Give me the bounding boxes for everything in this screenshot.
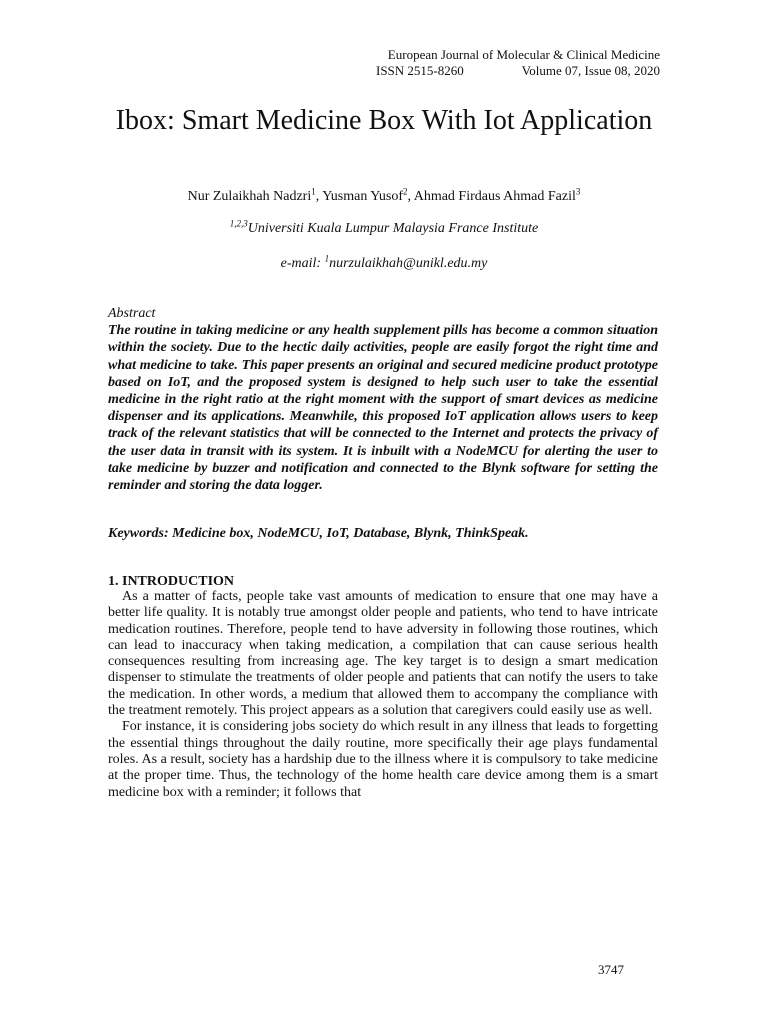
abstract bbox=[108, 305, 658, 494]
author-1: Nur Zulaikhah Nadzri$^1$, bbox=[187, 186, 323, 204]
section-heading-introduction: 1. INTRODUCTION bbox=[108, 574, 235, 589]
email-address: nurzulaikhah@unikl.edu.my bbox=[329, 256, 488, 271]
affiliation bbox=[108, 220, 660, 238]
email-prefix: e-mail: bbox=[280, 256, 325, 271]
introduction-body bbox=[108, 589, 658, 801]
issn: ISSN 2515-8260 bbox=[376, 63, 464, 78]
author-list bbox=[108, 188, 660, 206]
intro-paragraph-2: For instance, it is considering jobs society do which result in any illness that leads to forgetting the essential things throughout the daily routine, more specifically their age plays fundamental roles. As a result, society has a hardship due to the illness where it is compulsory to take medicine at the proper time. Thus, the technology of the home health care device among them is a smart medicine box with a reminder; it follows that bbox=[108, 719, 658, 800]
email-line bbox=[108, 255, 660, 273]
volume-issue: Volume 07, Issue 08, 2020 bbox=[521, 63, 660, 78]
journal-name: European Journal of Molecular & Clinical Medicine bbox=[387, 47, 660, 62]
journal-header bbox=[350, 47, 660, 79]
affiliation-sup: 1,2,3 bbox=[229, 218, 248, 229]
author-3: Ahmad Firdaus Ahmad Fazil$^3$ bbox=[413, 186, 581, 204]
paper-title: Ibox: Smart Medicine Box With Iot Application bbox=[115, 105, 653, 136]
keywords: Keywords: Medicine box, NodeMCU, IoT, Database, Blynk, ThinkSpeak. bbox=[108, 526, 529, 541]
email-sup: 1 bbox=[324, 253, 330, 264]
abstract-heading: Abstract bbox=[108, 306, 156, 321]
affiliation-text: Universiti Kuala Lumpur Malaysia France Institute bbox=[247, 221, 539, 236]
journal-meta bbox=[350, 63, 660, 79]
author-2: Yusman Yusof$^2$, bbox=[322, 186, 414, 204]
abstract-body: The routine in taking medicine or any health supplement pills has become a common situation within the society. Due to the hectic daily activities, people are easily forgot the right time and what medicine to take. This paper presents an original and secured medicine product prototype based on IoT, and the proposed system is designed to help such user to take the essential medicine in the right ratio at the right moment with the support of smart devices as medicine dispenser and its applications. Meanwhile, this proposed IoT application allows users to keep track of the relevant statistics that will be connected to the Internet and protects the privacy of the user data in transit with its system. It is inbuilt with a NodeMCU for alerting the user to take medicine by buzzer and notification and connected to the Blynk software for setting the reminder and storing the data logger. bbox=[108, 323, 658, 494]
page-number: 3747 bbox=[598, 962, 624, 977]
intro-paragraph-1: As a matter of facts, people take vast amounts of medication to ensure that one may have a better life quality. It is notably true amongst older people and patients, who tend to have intricate medication routines. Therefore, people tend to have adversity in following those routines, which can lead to inaccuracy when taking medication, a compilation that can cause serious health consequences resulting from increasing age. The key target is to design a smart medication dispenser to stimulate the treatments of older people and patients that can notify the users to take the medication. In other words, a medium that allowed them to accompany the compliance with the treatment remotely. This project appears as a solution that caregivers could easily use as well. bbox=[108, 589, 658, 719]
